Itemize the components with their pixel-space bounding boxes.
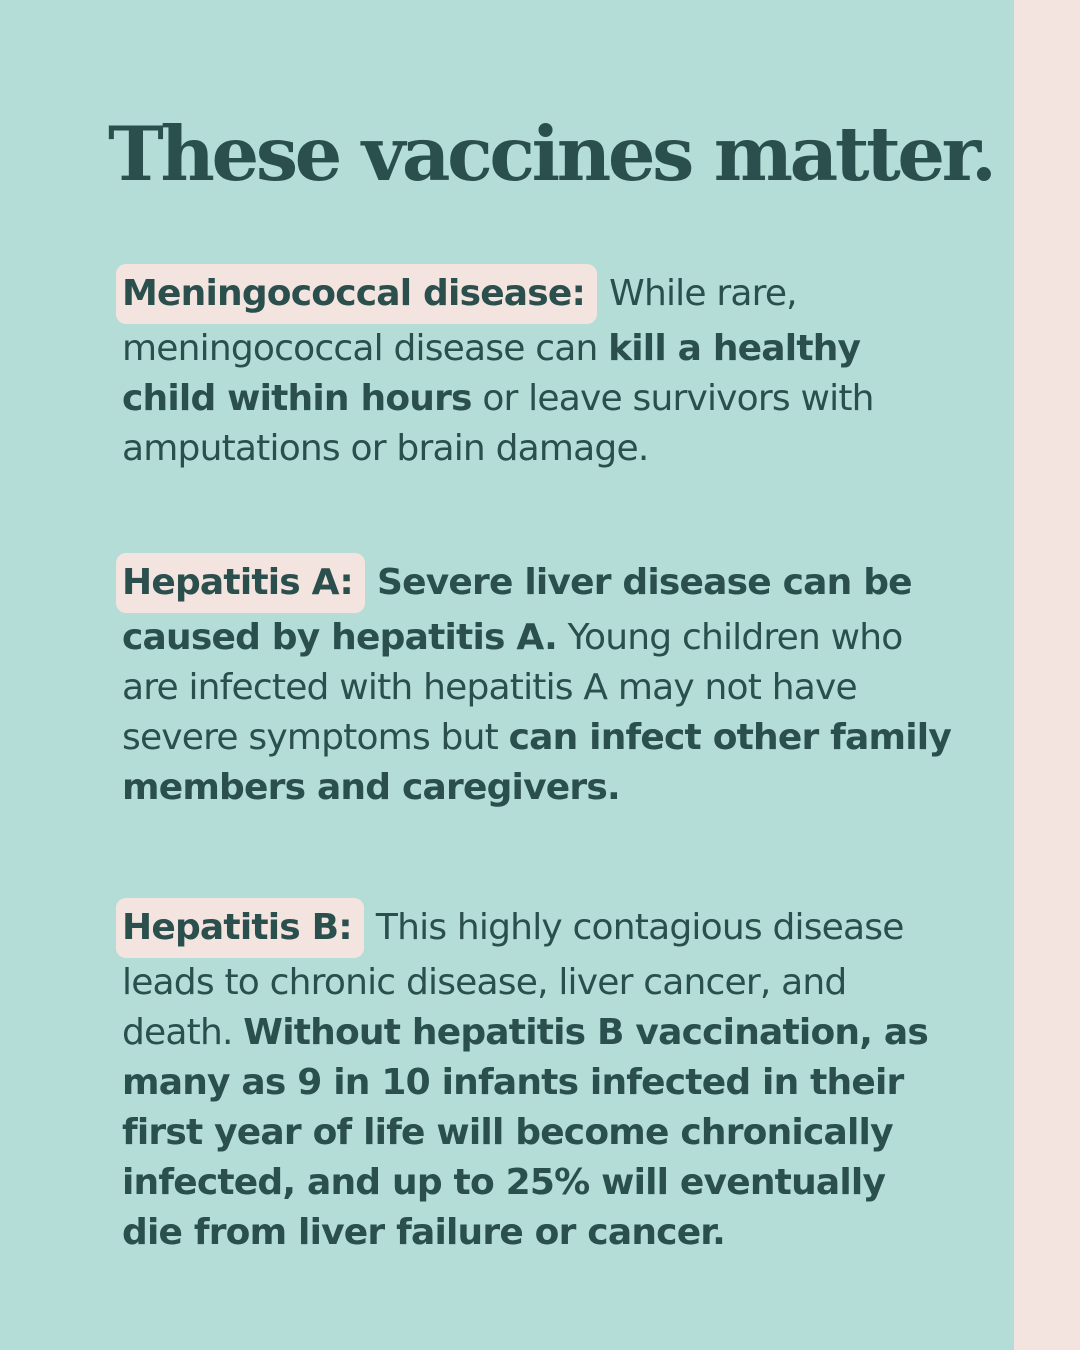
section-text-run-bold: Without hepatitis B vaccination, as many as 9 in 10 infants infected in their first year of life will become chronically infected, and up to 25% will eventually die from liver failure or cancer. xyxy=(122,1012,928,1253)
page-title: These vaccines matter. xyxy=(108,110,994,198)
section-text-run: or leave survivors with amputations or brain damage. xyxy=(122,378,874,469)
side-strip xyxy=(1014,0,1080,1350)
section-text-run: Young children who are infected with hepatitis A may not have severe symptoms but xyxy=(122,617,903,758)
section-text-run-bold: can infect other family members and caregivers. xyxy=(122,717,951,808)
section-label: Hepatitis B: xyxy=(116,898,364,958)
section-hepatitis-b xyxy=(122,898,952,1258)
section-text-run-bold: kill a healthy child within hours xyxy=(122,328,861,419)
section-text-run: This highly contagious disease leads to chronic disease, liver cancer, and death. xyxy=(122,907,904,1053)
section-label: Meningococcal disease: xyxy=(116,264,597,324)
section-label: Hepatitis A: xyxy=(116,553,365,613)
section-text-run-bold: Severe liver disease can be caused by hepatitis A. xyxy=(122,562,912,658)
section-text-run: While rare, meningococcal disease can xyxy=(122,273,797,369)
section-hepatitis-a xyxy=(122,553,952,813)
section-meningococcal xyxy=(122,264,952,474)
